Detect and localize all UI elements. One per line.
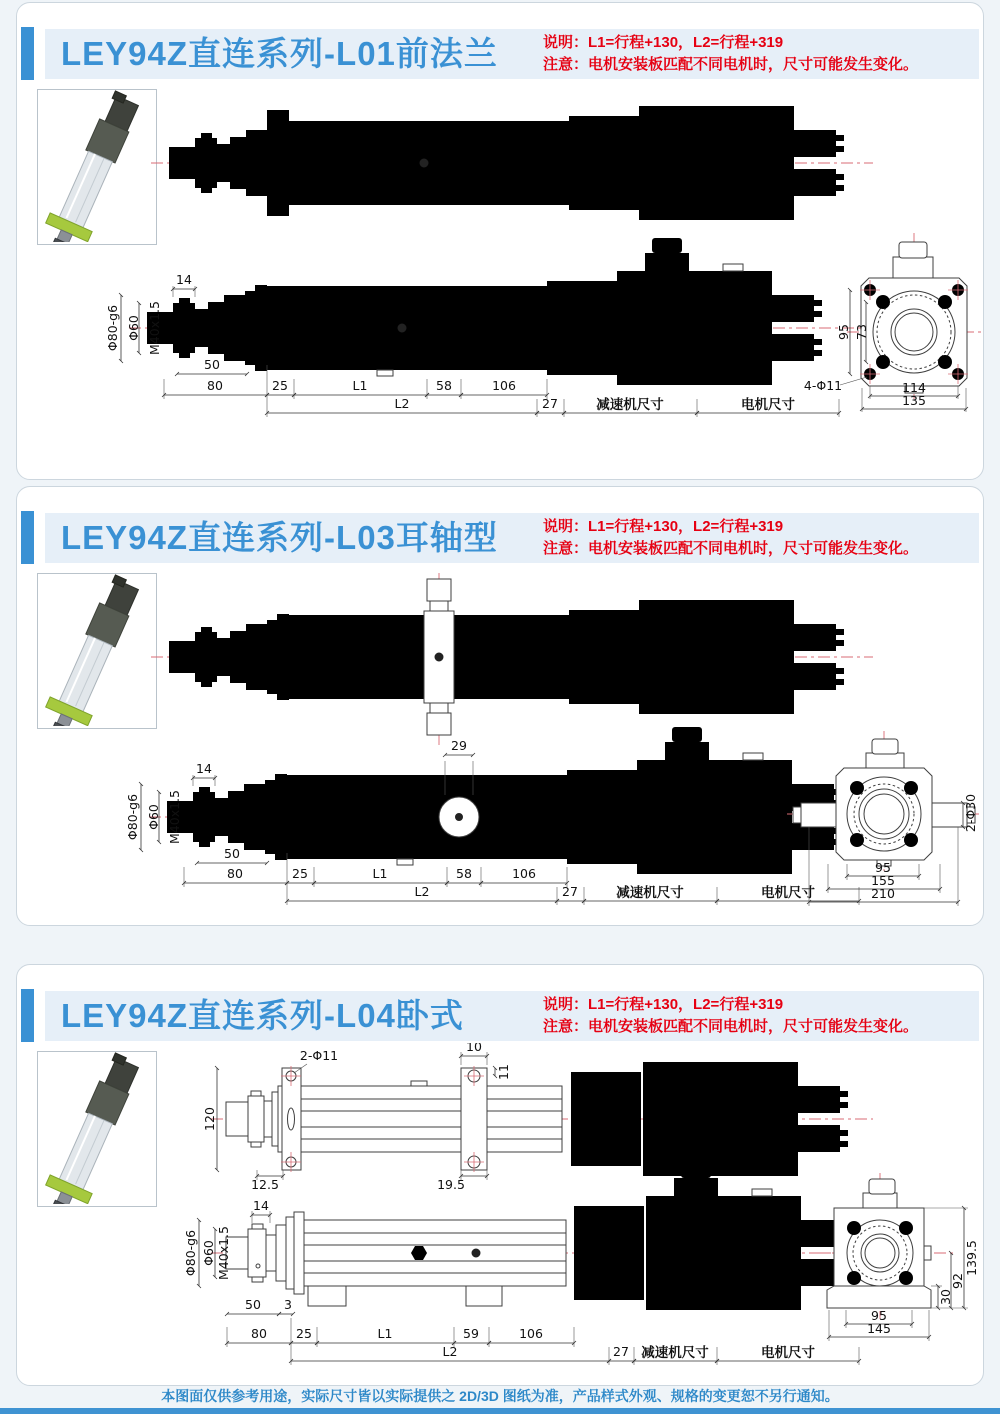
section-title: LEY94Z直连系列-L03耳轴型 <box>61 519 498 556</box>
dim-19-5: 19.5 <box>437 1177 465 1192</box>
section-title: LEY94Z直连系列-L01前法兰 <box>61 35 498 72</box>
dim-12-5: 12.5 <box>251 1177 279 1192</box>
dim-59: 59 <box>463 1326 479 1341</box>
footer-disclaimer: 本图面仅供参考用途，实际尺寸皆以实际提供之 2D/3D 图纸为准，产品样式外观、规格的变更恕不另行通知。 <box>161 1388 839 1404</box>
dim-thread: M40x1.5 <box>216 1226 231 1280</box>
technical-drawing-l03 <box>17 565 983 923</box>
dim-95: 95 <box>836 324 851 340</box>
dim-106: 106 <box>492 378 516 393</box>
l03-side-view-top <box>151 573 873 745</box>
note-warning: 注意：电机安装板匹配不同电机时，尺寸可能发生变化。 <box>543 1017 919 1035</box>
header-accent-bar <box>21 989 34 1042</box>
dim-L2: L2 <box>442 1344 458 1359</box>
dim-25: 25 <box>292 866 308 881</box>
dim-thread: M40x1.5 <box>167 790 182 844</box>
dim-73: 73 <box>854 324 869 340</box>
header-accent-bar <box>21 27 34 80</box>
dim-58: 58 <box>456 866 472 881</box>
dim-25: 25 <box>272 378 288 393</box>
section-l04-horizontal <box>16 964 984 1386</box>
dim-120: 120 <box>202 1107 217 1131</box>
dim-reducer-size: 减速机尺寸 <box>616 885 684 901</box>
bottom-accent-strip <box>0 1408 1000 1414</box>
l03-side-view-dimensioned <box>125 727 883 905</box>
dim-135: 135 <box>902 393 926 408</box>
dim-motor-size: 电机尺寸 <box>761 1345 815 1361</box>
dim-29: 29 <box>451 738 467 753</box>
dim-L2: L2 <box>414 884 430 899</box>
section-l01-front-flange <box>16 2 984 480</box>
dim-corner-holes: 4-Φ11 <box>803 378 843 393</box>
header-accent-bar <box>21 511 34 564</box>
dim-27: 27 <box>613 1344 629 1359</box>
dim-27: 27 <box>542 396 558 411</box>
dim-106: 106 <box>512 866 536 881</box>
dim-reducer-size: 减速机尺寸 <box>596 397 664 413</box>
dim-14: 14 <box>253 1198 269 1213</box>
section-notes <box>543 994 918 1038</box>
dim-80: 80 <box>207 378 223 393</box>
note-warning: 注意：电机安装板匹配不同电机时，尺寸可能发生变化。 <box>543 539 919 557</box>
dim-bracket-holes: 2-Φ11 <box>299 1048 339 1063</box>
dim-L1: L1 <box>352 378 368 393</box>
dim-92: 92 <box>950 1273 965 1289</box>
dim-80: 80 <box>251 1326 267 1341</box>
note-spec: 说明：L1=行程+130，L2=行程+319 <box>543 996 784 1013</box>
dim-reducer-size: 减速机尺寸 <box>641 1345 709 1361</box>
dim-50: 50 <box>224 846 240 861</box>
section-header <box>45 513 979 563</box>
dim-50: 50 <box>204 357 220 372</box>
dim-body-diameter: Φ80-g6 <box>105 304 120 352</box>
dim-10: 10 <box>466 1043 482 1054</box>
l04-end-view <box>819 1173 979 1341</box>
section-l03-trunnion <box>16 486 984 926</box>
dim-rod-diameter: Φ60 <box>201 1240 216 1266</box>
dim-25: 25 <box>296 1326 312 1341</box>
dim-motor-size: 电机尺寸 <box>741 397 795 413</box>
dim-50: 50 <box>245 1297 261 1312</box>
dim-145: 145 <box>867 1321 891 1336</box>
section-notes <box>543 516 918 560</box>
dim-3: 3 <box>284 1297 292 1312</box>
dim-L1: L1 <box>372 866 388 881</box>
dim-rod-diameter: Φ60 <box>146 804 161 830</box>
l01-side-view-top <box>151 106 873 220</box>
dim-11: 11 <box>496 1064 511 1080</box>
l04-bracket-view <box>202 1043 873 1192</box>
note-spec: 说明：L1=行程+130，L2=行程+319 <box>543 34 784 51</box>
section-title: LEY94Z直连系列-L04卧式 <box>61 997 464 1034</box>
dim-trunnion-pin: 2-Φ30 <box>963 793 978 833</box>
dim-rod-diameter: Φ60 <box>126 315 141 341</box>
dim-14: 14 <box>196 761 212 776</box>
dim-95: 95 <box>871 1308 887 1323</box>
dim-95: 95 <box>875 860 891 875</box>
dim-L1: L1 <box>377 1326 393 1341</box>
dim-thread: M40x1.5 <box>147 301 162 355</box>
technical-drawing-l01 <box>17 81 983 477</box>
note-spec: 说明：L1=行程+130，L2=行程+319 <box>543 518 784 535</box>
dim-58: 58 <box>436 378 452 393</box>
l01-end-view <box>804 233 981 412</box>
dim-L2: L2 <box>394 396 410 411</box>
technical-drawing-l04 <box>17 1043 983 1383</box>
l03-end-view <box>787 731 979 906</box>
note-warning: 注意：电机安装板匹配不同电机时，尺寸可能发生变化。 <box>543 55 919 73</box>
dim-210: 210 <box>871 886 895 901</box>
dim-30: 30 <box>938 1289 953 1305</box>
dim-114: 114 <box>902 380 926 395</box>
dim-106: 106 <box>519 1326 543 1341</box>
dim-27: 27 <box>562 884 578 899</box>
l01-side-view-dimensioned <box>105 238 867 417</box>
dim-14: 14 <box>176 272 192 287</box>
section-header <box>45 29 979 79</box>
dim-155: 155 <box>871 873 895 888</box>
section-header <box>45 991 979 1041</box>
dim-motor-size: 电机尺寸 <box>761 885 815 901</box>
dim-body-diameter: Φ80-g6 <box>125 793 140 841</box>
dim-80: 80 <box>227 866 243 881</box>
dim-body-diameter: Φ80-g6 <box>183 1229 198 1277</box>
dim-139-5: 139.5 <box>964 1240 979 1276</box>
section-notes <box>543 32 918 76</box>
l04-side-view-dimensioned <box>183 1163 883 1365</box>
